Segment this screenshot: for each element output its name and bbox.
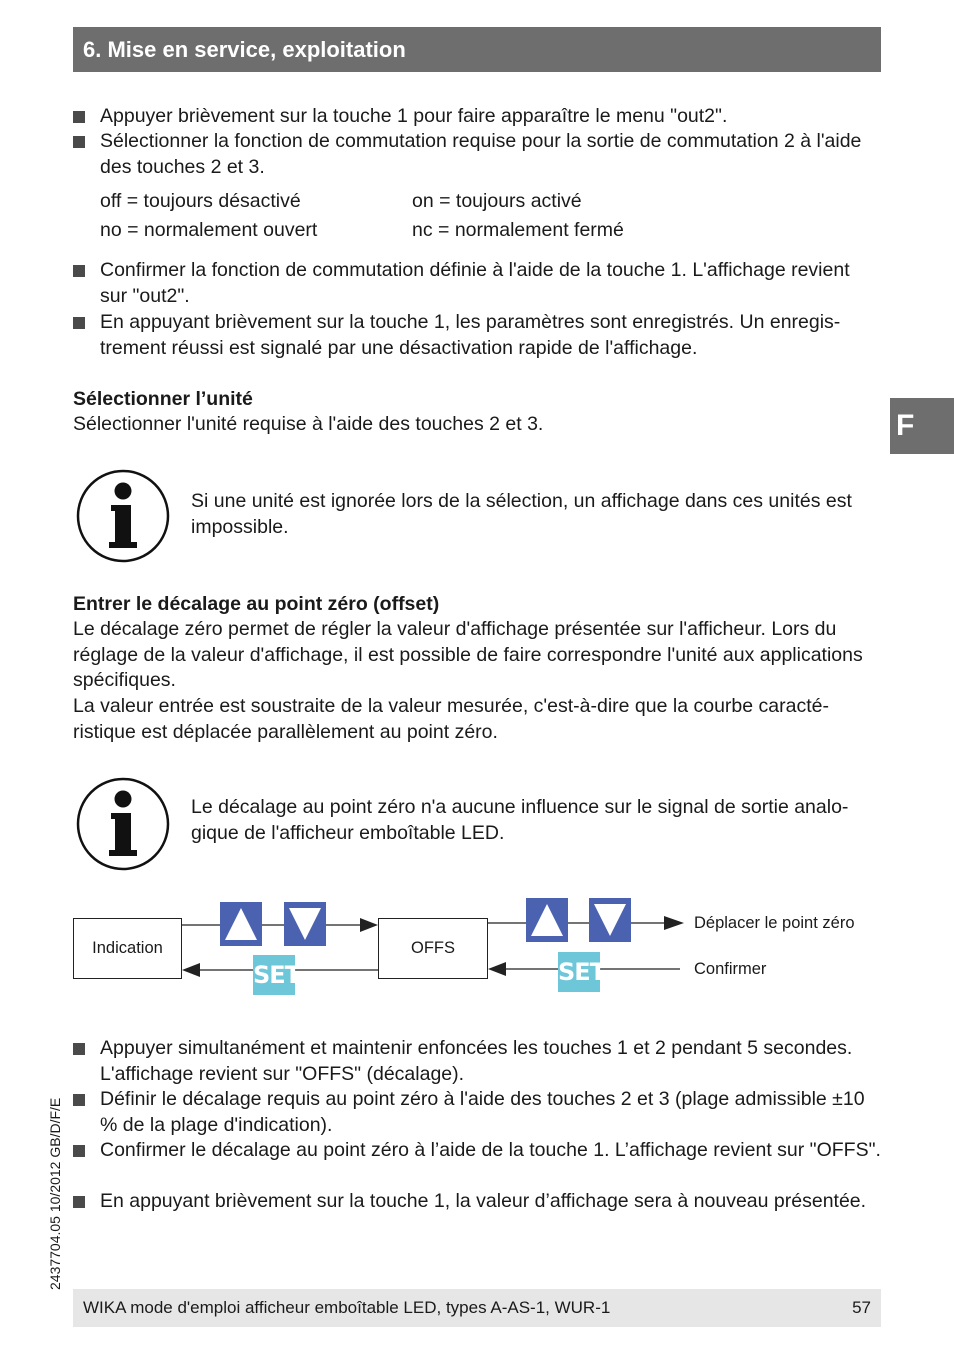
down-key-icon	[284, 902, 326, 946]
option-no: no = normalement ouvert	[100, 219, 318, 241]
offset-para-1: Le décalage zéro permet de régler la valeur d'affichage présentée sur l'afficheur. Lors du réglage de la valeur d'affichage, il est possible de faire correspondre l'unité aux applications spécifiques.	[73, 618, 863, 691]
language-tab: F	[890, 398, 954, 454]
info-note-unit: Si une unité est ignorée lors de la sélection, un affichage dans ces unités est impossible.	[191, 490, 852, 538]
set-key-icon: SET	[558, 952, 600, 992]
option-on: on = toujours activé	[412, 190, 582, 212]
list-item: Appuyer simultanément et maintenir enfoncées les touches 1 et 2 pendant 5 secondes. L'affichage revient sur "OFFS" (décalage).	[73, 1036, 881, 1087]
info-icon	[75, 468, 171, 564]
set-key-icon: SET	[253, 955, 295, 995]
offs-box: OFFS	[378, 918, 488, 979]
list-item: Définir le décalage requis au point zéro à l'aide des touches 2 et 3 (plage admissible ±10 % de la plage d'indication).	[73, 1087, 881, 1138]
bullet-square-icon	[73, 1094, 85, 1106]
list-item: Appuyer brièvement sur la touche 1 pour faire apparaître le menu "out2".	[73, 104, 881, 130]
bullet-square-icon	[73, 265, 85, 277]
list-item: Confirmer la fonction de commutation définie à l'aide de la touche 1. L'affichage revient sur "out2".	[73, 258, 881, 309]
indication-box: Indication	[73, 918, 182, 979]
page-footer	[73, 1289, 881, 1327]
up-key-icon	[220, 902, 262, 946]
unit-heading: Sélectionner l’unité	[73, 388, 253, 410]
option-nc: nc = normalement fermé	[412, 219, 624, 241]
list-item: En appuyant brièvement sur la touche 1, la valeur d’affichage sera à nouveau présentée.	[73, 1189, 881, 1215]
up-key-icon	[526, 898, 568, 942]
bullet-square-icon	[73, 1145, 85, 1157]
bullet-square-icon	[73, 111, 85, 123]
bullet-square-icon	[73, 136, 85, 148]
offset-para-2: La valeur entrée est soustraite de la valeur mesurée, c'est-à-dire que la courbe caracté-ristique est déplacée parallèlement au point zéro.	[73, 695, 829, 743]
option-off: off = toujours désactivé	[100, 190, 301, 212]
section-header: 6. Mise en service, exploitation	[73, 27, 881, 72]
document-code: 2437704.05 10/2012 GB/D/F/E	[47, 1097, 63, 1290]
offset-heading: Entrer le décalage au point zéro (offset)	[73, 593, 440, 615]
footer-text: WIKA mode d'emploi afficheur emboîtable LED, types A-AS-1, WUR-1	[83, 1298, 611, 1317]
list-item: Confirmer le décalage au point zéro à l’aide de la touche 1. L’affichage revient sur "OFFS".	[73, 1138, 881, 1164]
unit-text: Sélectionner l'unité requise à l'aide des touches 2 et 3.	[73, 413, 544, 435]
down-key-icon	[589, 898, 631, 942]
label-confirm: Confirmer	[694, 960, 767, 978]
bullet-square-icon	[73, 1043, 85, 1055]
info-icon	[75, 776, 171, 872]
bullet-square-icon	[73, 1196, 85, 1208]
list-item: Sélectionner la fonction de commutation requise pour la sortie de commutation 2 à l'aide des touches 2 et 3.	[73, 129, 881, 180]
list-item: En appuyant brièvement sur la touche 1, les paramètres sont enregistrés. Un enregis-trement réussi est signalé par une désactivation rapide de l'affichage.	[73, 310, 881, 361]
info-note-offset: Le décalage au point zéro n'a aucune influence sur le signal de sortie analo-gique de l'afficheur emboîtable LED.	[191, 796, 849, 844]
page-number: 57	[852, 1298, 871, 1317]
bullet-square-icon	[73, 317, 85, 329]
label-move-zero: Déplacer le point zéro	[694, 914, 855, 932]
